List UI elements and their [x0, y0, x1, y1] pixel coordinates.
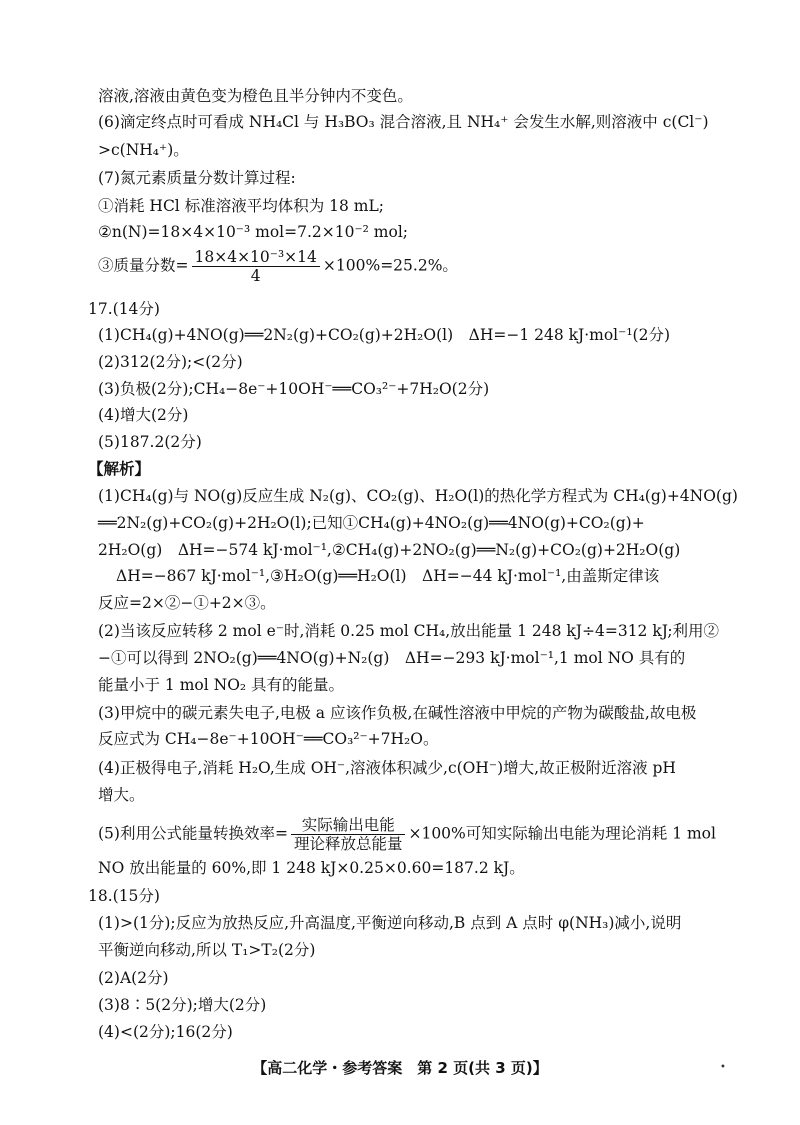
text-line: (1)CH₄(g)+4NO(g)══2N₂(g)+CO₂(g)+2H₂O(l) ΔH=−1 248 kJ·mol⁻¹(2分) [98, 326, 670, 344]
text-line: >c(NH₄⁺)。 [98, 141, 189, 159]
text-line: (5)187.2(2分) [98, 433, 202, 451]
mass-fraction-formula [98, 248, 458, 285]
formula-prefix: (5)利用公式能量转换效率= [98, 824, 288, 843]
text-line: 平衡逆向移动,所以 T₁>T₂(2分) [98, 941, 316, 959]
text-line: 2H₂O(g) ΔH=−574 kJ·mol⁻¹,②CH₄(g)+2NO₂(g)══N₂(g)+CO₂(g)+2H₂O(g) [98, 541, 681, 559]
text-line: 增大。 [98, 786, 145, 804]
text-line: ②n(N)=18×4×10⁻³ mol=7.2×10⁻² mol; [98, 223, 408, 241]
text-line: ΔH=−867 kJ·mol⁻¹,③H₂O(g)══H₂O(l) ΔH=−44 kJ·mol⁻¹,由盖斯定律该 [116, 567, 660, 585]
fraction-numerator: 18×4×10⁻³×14 [192, 248, 320, 267]
text-line: (7)氮元素质量分数计算过程: [98, 169, 296, 187]
question-heading: 17.(14分) [88, 300, 160, 318]
analysis-heading: 【解析】 [88, 459, 151, 478]
text-line: (4)正极得电子,消耗 H₂O,生成 OH⁻,溶液体积减少,c(OH⁻)增大,故正极附近溶液 pH [98, 759, 676, 777]
page-footer: 【高二化学・参考答案 第 2 页(共 3 页)】 [252, 1059, 548, 1077]
fraction [192, 248, 320, 285]
fraction-numerator: 实际输出电能 [291, 816, 406, 835]
fraction-denominator: 理论释放总能量 [293, 835, 403, 853]
text-line: (2)当该反应转移 2 mol e⁻时,消耗 0.25 mol CH₄,放出能量 1 248 kJ÷4=312 kJ;利用② [98, 622, 720, 640]
formula-suffix: ×100%=25.2%。 [322, 256, 458, 275]
text-line: −①可以得到 2NO₂(g)══4NO(g)+N₂(g) ΔH=−293 kJ·mol⁻¹,1 mol NO 具有的 [98, 649, 686, 667]
text-line: 能量小于 1 mol NO₂ 具有的能量。 [98, 676, 345, 694]
text-line: NO 放出能量的 60%,即 1 248 kJ×0.25×0.60=187.2 kJ。 [98, 859, 525, 877]
corner-mark: • [720, 1062, 726, 1073]
question-heading: 18.(15分) [88, 887, 160, 905]
text-line: (3)甲烷中的碳元素失电子,电极 a 应该作负极,在碱性溶液中甲烷的产物为碳酸盐,故电极 [98, 704, 697, 722]
text-line: 反应=2×②−①+2×③。 [98, 594, 276, 612]
text-line: ①消耗 HCl 标准溶液平均体积为 18 mL; [98, 197, 384, 215]
formula-suffix: ×100%可知实际输出电能为理论消耗 1 mol [408, 824, 716, 843]
text-line: 溶液,溶液由黄色变为橙色且半分钟内不变色。 [98, 87, 413, 105]
fraction-denominator: 4 [250, 267, 261, 285]
text-line: (6)滴定终点时可看成 NH₄Cl 与 H₃BO₃ 混合溶液,且 NH₄⁺ 会发生水解,则溶液中 c(Cl⁻) [98, 113, 709, 131]
text-line: (4)增大(2分) [98, 406, 189, 424]
text-line: (3)8∶5(2分);增大(2分) [98, 996, 267, 1014]
text-line: (1)>(1分);反应为放热反应,升高温度,平衡逆向移动,B 点到 A 点时 φ(NH₃)减小,说明 [98, 914, 682, 932]
efficiency-formula [98, 816, 716, 853]
text-line: (1)CH₄(g)与 NO(g)反应生成 N₂(g)、CO₂(g)、H₂O(l)的热化学方程式为 CH₄(g)+4NO(g) [98, 487, 738, 505]
text-line: (2)312(2分);<(2分) [98, 353, 243, 371]
text-line: ══2N₂(g)+CO₂(g)+2H₂O(l);已知①CH₄(g)+4NO₂(g)══4NO(g)+CO₂(g)+ [98, 514, 645, 532]
fraction [291, 816, 406, 853]
text-line: 反应式为 CH₄−8e⁻+10OH⁻══CO₃²⁻+7H₂O。 [98, 730, 439, 748]
text-line: (4)<(2分);16(2分) [98, 1023, 233, 1041]
formula-prefix: ③质量分数= [98, 256, 189, 275]
text-line: (3)负极(2分);CH₄−8e⁻+10OH⁻══CO₃²⁻+7H₂O(2分) [98, 380, 490, 398]
text-line: (2)A(2分) [98, 969, 169, 987]
